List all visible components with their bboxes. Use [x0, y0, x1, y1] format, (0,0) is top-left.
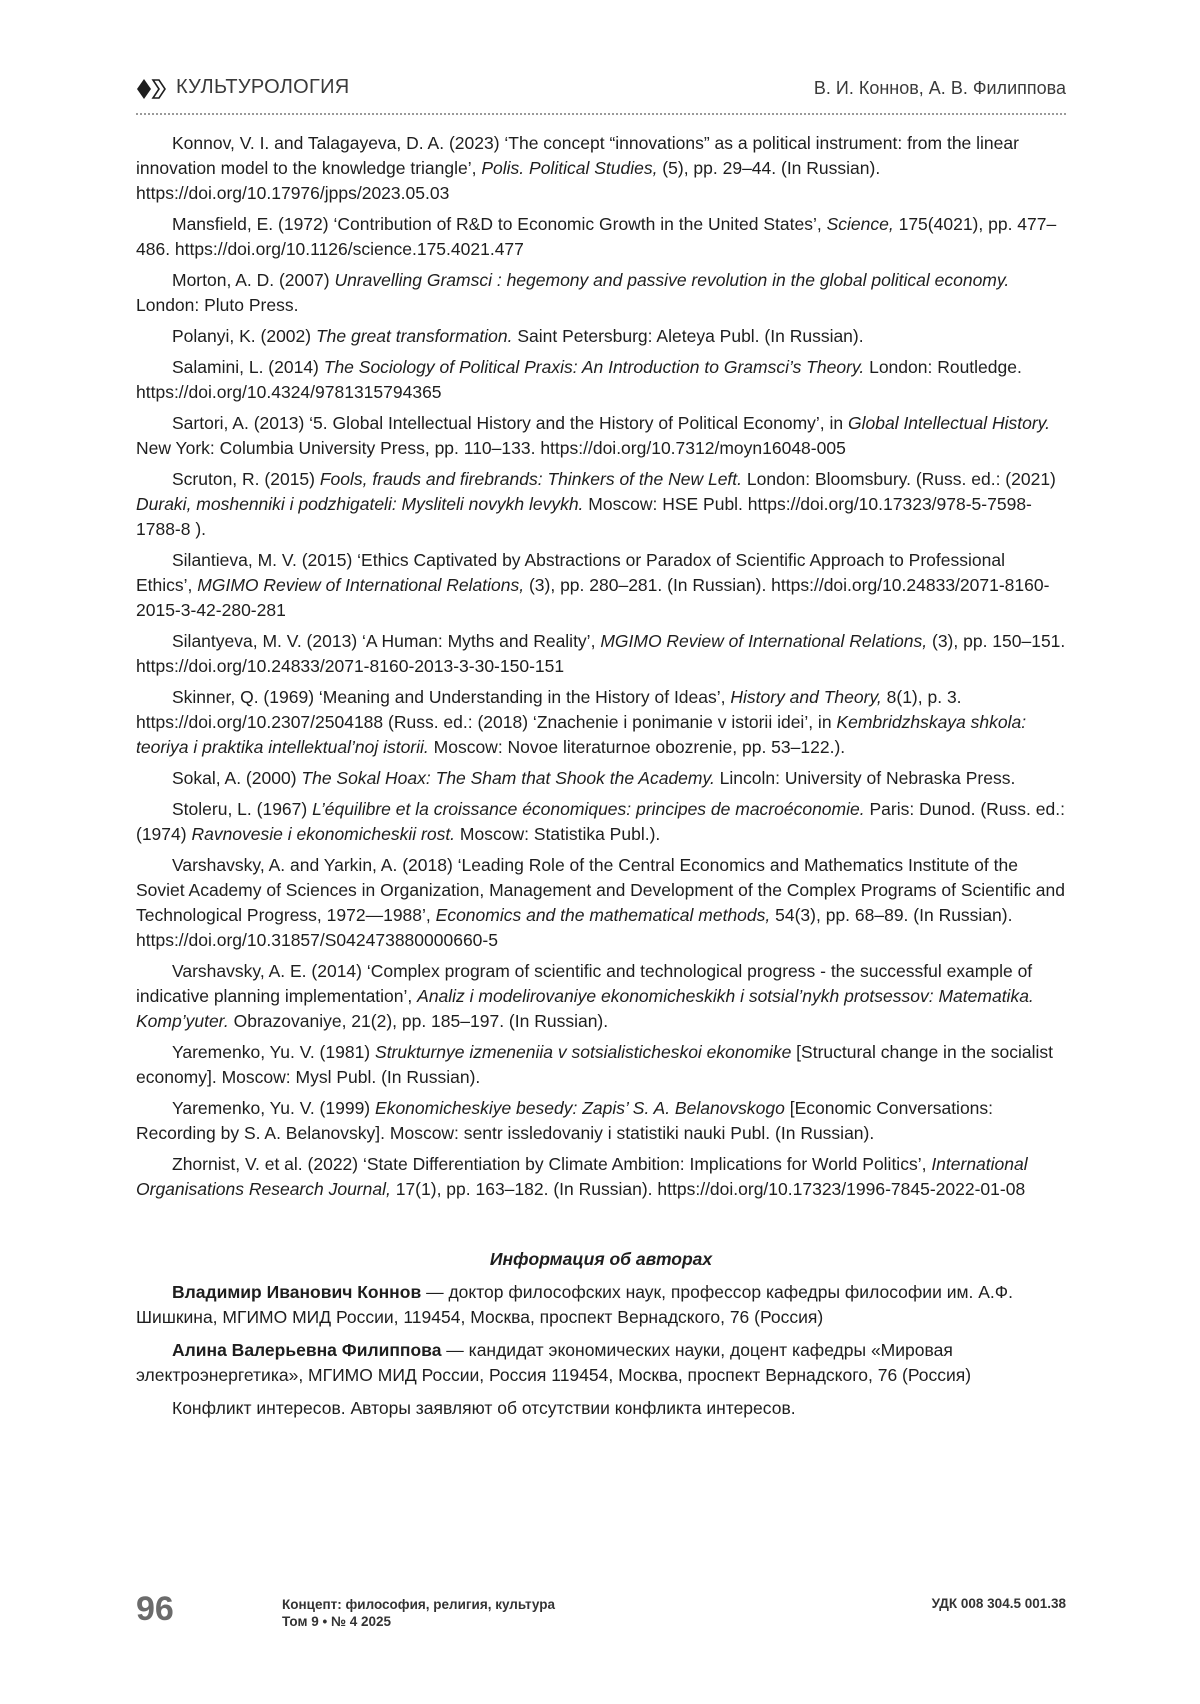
reference-item	[136, 959, 1066, 1034]
header-divider	[136, 113, 1066, 115]
udc-code: УДК 008 304.5 001.38	[931, 1596, 1066, 1611]
section-name: КУЛЬТУРОЛОГИЯ	[176, 76, 350, 98]
reference-title: The Sociology of Political Praxis: An Introduction to Gramsci’s Theory.	[323, 357, 865, 377]
reference-item	[136, 1040, 1066, 1090]
reference-text: [Structural change in the socialist economy]. Moscow: Mysl Publ. (In Russian).	[136, 1042, 1053, 1087]
reference-title: L’équilibre et la croissance économiques: principes de macroéconomie.	[312, 799, 865, 819]
reference-title: Duraki, moshenniki i podzhigateli: Mysliteli novykh levykh.	[136, 494, 584, 514]
author-1-name: Владимир Иванович Коннов	[172, 1282, 422, 1302]
reference-title: Strukturnye izmeneniia v sotsialisticheskoi ekonomike	[375, 1042, 792, 1062]
reference-text: Sokal, A. (2000)	[172, 768, 302, 788]
author-2-name: Алина Валерьевна Филиппова	[172, 1340, 442, 1360]
reference-item	[136, 324, 1066, 349]
reference-title: Ravnovesie i ekonomicheskii rost.	[191, 824, 456, 844]
reference-text: 17(1), pp. 163–182. (In Russian). https://doi.org/10.17323/1996-7845-2022-01-08	[390, 1179, 1026, 1199]
reference-item	[136, 1096, 1066, 1146]
reference-item	[136, 629, 1066, 679]
reference-text: New York: Columbia University Press, pp. 110–133. https://doi.org/10.7312/moyn16048-005	[136, 438, 846, 458]
journal-issue: Том 9 • № 4 2025	[282, 1614, 392, 1629]
reference-title: Analiz i modelirovaniye ekonomicheskikh i sotsial’nykh protsessov: Matematika. Komp’yuter.	[136, 986, 1034, 1031]
reference-text: Saint Petersburg: Aleteya Publ. (In Russian).	[512, 326, 864, 346]
reference-text: (3), pp. 150–151. https://doi.org/10.24833/2071-8160-2013-3-30-150-151	[136, 631, 1066, 676]
reference-title: Science,	[826, 214, 894, 234]
reference-text: London: Bloomsbury. (Russ. ed.: (2021)	[742, 469, 1056, 489]
reference-text: Morton, A. D. (2007)	[172, 270, 335, 290]
reference-item	[136, 268, 1066, 318]
reference-title: The Sokal Hoax: The Sham that Shook the Academy.	[301, 768, 715, 788]
authors-info	[136, 1247, 1066, 1429]
reference-item	[136, 1152, 1066, 1202]
reference-text: London: Pluto Press.	[136, 295, 299, 315]
reference-text: Stoleru, L. (1967)	[172, 799, 313, 819]
reference-item	[136, 131, 1066, 206]
journal-title: Концепт: философия, религия, культура	[282, 1597, 556, 1612]
reference-item	[136, 212, 1066, 262]
reference-title: Kembridzhskaya shkola: teoriya i praktika intellektual’noj istorii.	[136, 712, 1027, 757]
reference-title: History and Theory,	[730, 687, 882, 707]
reference-item	[136, 411, 1066, 461]
reference-text: (5), pp. 29–44. (In Russian). https://doi.org/10.17976/jpps/2023.05.03	[136, 158, 881, 203]
reference-text: Obrazovaniye, 21(2), pp. 185–197. (In Russian).	[228, 1011, 609, 1031]
reference-text: 175(4021), pp. 477–486. https://doi.org/10.1126/science.175.4021.477	[136, 214, 1057, 259]
reference-text: Lincoln: University of Nebraska Press.	[714, 768, 1016, 788]
author-2-description: — кандидат экономических науки, доцент кафедры «Мировая электроэнергетика», МГИМО МИД России, Россия 119454, Москва, проспект Вернадского, 76 (Россия)	[136, 1340, 972, 1385]
reference-text: [Economic Conversations: Recording by S. A. Belanovsky]. Moscow: sentr issledovaniy i statistiki nauki Publ. (In Russian).	[136, 1098, 994, 1143]
reference-item	[136, 548, 1066, 623]
page-number: 96	[136, 1590, 174, 1628]
reference-text: Yaremenko, Yu. V. (1999)	[172, 1098, 376, 1118]
reference-text: Scruton, R. (2015)	[172, 469, 320, 489]
reference-title: The great transformation.	[315, 326, 513, 346]
reference-text: Moscow: HSE Publ. https://doi.org/10.17323/978-5-7598-1788-8 ).	[136, 494, 1032, 539]
author-1-description: — доктор философских наук, профессор кафедры философии им. А.Ф. Шишкина, МГИМО МИД России, 119454, Москва, проспект Вернадского, 76 (Россия)	[136, 1282, 1013, 1327]
page-footer	[136, 1590, 1066, 1640]
reference-title: Polis. Political Studies,	[481, 158, 658, 178]
reference-item	[136, 797, 1066, 847]
running-head-authors: В. И. Коннов, А. В. Филиппова	[813, 78, 1066, 98]
diamond-logo-icon	[136, 78, 166, 100]
author-2-info	[136, 1338, 1066, 1388]
reference-item	[136, 467, 1066, 542]
reference-text: Silantieva, M. V. (2015) ‘Ethics Captivated by Abstractions or Paradox of Scientific Approach to Professional Ethics’,	[136, 550, 1005, 595]
reference-title: Fools, frauds and firebrands: Thinkers of the New Left.	[319, 469, 743, 489]
reference-title: Ekonomicheskiye besedy: Zapis’ S. A. Belanovskogo	[375, 1098, 785, 1118]
author-1-info	[136, 1280, 1066, 1330]
reference-title: MGIMO Review of International Relations,	[197, 575, 525, 595]
reference-text: Salamini, L. (2014)	[172, 357, 324, 377]
reference-title: International Organisations Research Journal,	[136, 1154, 1028, 1199]
page-header	[136, 72, 1066, 106]
reference-text: Yaremenko, Yu. V. (1981)	[172, 1042, 376, 1062]
authors-info-title: Информация об авторах	[489, 1249, 713, 1269]
reference-text: Sartori, A. (2013) ‘5. Global Intellectual History and the History of Political Economy’, in	[172, 413, 848, 433]
reference-text: Varshavsky, A. E. (2014) ‘Complex program of scientific and technological progress - the successful example of indicative planning implementation’,	[136, 961, 1033, 1006]
journal-info	[282, 1596, 555, 1630]
reference-item	[136, 766, 1066, 791]
reference-text: Polanyi, K. (2002)	[172, 326, 316, 346]
reference-text: Silantyeva, M. V. (2013) ‘A Human: Myths and Reality’,	[172, 631, 601, 651]
reference-title: Economics and the mathematical methods,	[435, 905, 771, 925]
reference-text: Varshavsky, A. and Yarkin, A. (2018) ‘Leading Role of the Central Economics and Mathematics Institute of the Soviet Academy of Sciences in Organization, Management and Development of the Complex Programs of Scientific and Technological Progress, 1972—1988’,	[136, 855, 1065, 925]
reference-item	[136, 355, 1066, 405]
reference-text: Moscow: Novoe literaturnoe obozrenie, pp. 53–122.).	[428, 737, 846, 757]
reference-text: Mansfield, E. (1972) ‘Contribution of R&D to Economic Growth in the United States’,	[172, 214, 827, 234]
reference-list	[136, 131, 1066, 1208]
conflict-of-interest: Конфликт интересов. Авторы заявляют об отсутствии конфликта интересов.	[172, 1398, 796, 1418]
reference-title: MGIMO Review of International Relations,	[600, 631, 928, 651]
reference-text: Paris: Dunod. (Russ. ed.: (1974)	[136, 799, 1065, 844]
reference-text: Konnov, V. I. and Talagayeva, D. A. (2023) ‘The concept “innovations” as a political instrument: from the linear innovation model to the knowledge triangle’,	[136, 133, 1019, 178]
reference-title: Unravelling Gramsci : hegemony and passive revolution in the global political economy.	[334, 270, 1010, 290]
reference-title: Global Intellectual History.	[848, 413, 1050, 433]
reference-text: (3), pp. 280–281. (In Russian). https://doi.org/10.24833/2071-8160-2015-3-42-280-281	[136, 575, 1050, 620]
reference-text: Skinner, Q. (1969) ‘Meaning and Understanding in the History of Ideas’,	[172, 687, 731, 707]
reference-text: London: Routledge. https://doi.org/10.4324/9781315794365	[136, 357, 1022, 402]
reference-item	[136, 853, 1066, 953]
reference-text: 8(1), p. 3. https://doi.org/10.2307/2504188 (Russ. ed.: (2018) ‘Znachenie i ponimanie v istorii idei’, in	[136, 687, 962, 732]
reference-text: Zhornist, V. et al. (2022) ‘State Differentiation by Climate Ambition: Implications for World Politics’,	[172, 1154, 932, 1174]
reference-item	[136, 685, 1066, 760]
reference-text: 54(3), pp. 68–89. (In Russian). https://doi.org/10.31857/S042473880000660-5	[136, 905, 1013, 950]
reference-text: Moscow: Statistika Publ.).	[455, 824, 661, 844]
